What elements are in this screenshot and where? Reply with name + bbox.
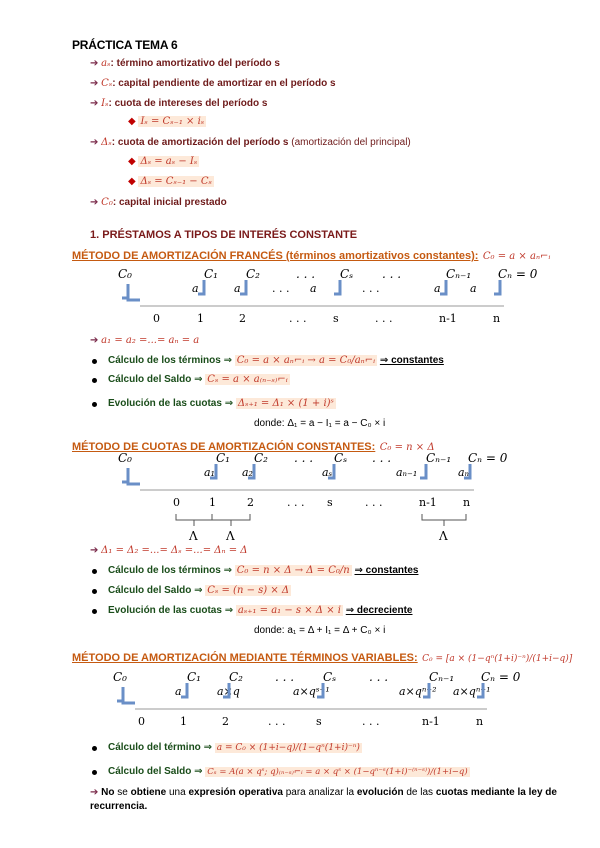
period-label: . . .: [375, 312, 393, 325]
item-label: Cálculo del Saldo ⇒: [108, 374, 203, 385]
note-part: para analizar la: [282, 787, 357, 798]
note-part: expresión operativa: [188, 787, 283, 798]
balance-label: C₀: [113, 670, 127, 684]
method-heading: MÉTODO DE AMORTIZACIÓN MEDIANTE TÉRMINOS VARIABLES:: [72, 652, 418, 664]
variables-heading-row: [72, 648, 572, 666]
initial-capital-arrow-icon: [128, 468, 140, 484]
variables-item-saldo: [90, 766, 470, 777]
period-label: n: [493, 312, 501, 325]
note-part: de las: [403, 787, 436, 798]
bullet-icon: [92, 402, 97, 407]
bullet-icon: [92, 609, 97, 614]
balance-label: Cₙ₋₁: [429, 670, 455, 684]
balance-label: C₁: [216, 451, 230, 465]
bullet-icon: [92, 378, 97, 383]
period-label: 2: [239, 312, 246, 325]
period-label: . . .: [287, 496, 305, 509]
item-suffix: ⇒ constantes: [379, 355, 444, 366]
payment-label: a: [234, 282, 241, 295]
balance-label: C₀: [118, 267, 132, 281]
arrow-icon: ➔: [90, 335, 99, 346]
balance-label: Cₛ: [323, 670, 337, 684]
initial-capital-arrow-icon: [128, 284, 140, 300]
period-label: n-1: [439, 312, 457, 325]
constantes-item-saldo: [90, 585, 291, 596]
period-label: 0: [153, 312, 160, 325]
balance-label: C₂: [229, 670, 243, 684]
def-symbol: C₀: [101, 197, 113, 208]
page-title: PRÁCTICA TEMA 6: [72, 38, 178, 52]
def-extra: (amortización del principal): [291, 137, 411, 148]
period-label: s: [333, 312, 339, 325]
period-label: n-1: [422, 715, 440, 728]
arrow-icon: ➔: [90, 545, 99, 556]
amort-formula-2: [128, 176, 214, 187]
payment-arrow-icon: [198, 280, 204, 294]
note-part: evolución: [356, 787, 404, 798]
def-a: [90, 58, 280, 69]
formula: a₁ = a₂ =...= aₙ = a: [101, 335, 200, 346]
balance-label: Cₛ: [334, 451, 348, 465]
balance-label: . . .: [369, 670, 389, 684]
arrow-icon: ➔: [90, 197, 99, 208]
note-part: una: [166, 787, 189, 798]
constantes-equal-row: [90, 545, 248, 556]
note-part: No: [101, 787, 115, 798]
formula: Δₛ₊₁ = Δ₁ × (1 + i)ˢ: [237, 398, 334, 409]
period-label: s: [316, 715, 322, 728]
interest-formula: [128, 116, 206, 127]
payment-label: aₛ: [322, 466, 333, 479]
period-label: 2: [222, 715, 229, 728]
brace-icon: [422, 514, 466, 520]
bullet-icon: [92, 746, 97, 751]
balance-label: C₀: [118, 451, 132, 465]
payment-label: a×qˢ⁻¹: [293, 685, 330, 698]
payment-label: a×qⁿ⁻²: [399, 685, 437, 698]
balance-label: . . .: [294, 451, 314, 465]
period-label: 2: [247, 496, 254, 509]
def-text: : capital pendiente de amortizar en el período s: [112, 78, 336, 89]
note-part: cuotas mediante la ley de recurrencia.: [90, 787, 557, 812]
constantes-item-cuotas: [90, 605, 412, 616]
balance-label: C₂: [254, 451, 268, 465]
def-symbol: Cₛ: [101, 78, 113, 89]
period-label: n: [476, 715, 484, 728]
item-suffix: ⇒ decreciente: [345, 605, 413, 616]
period-label: . . .: [365, 496, 383, 509]
balance-label: . . .: [275, 670, 295, 684]
amort-formula-1: [128, 156, 199, 167]
frances-equal-row: [90, 335, 199, 346]
def-text: : cuota de amortización del período s: [111, 137, 289, 148]
frances-item-cuotas: [90, 398, 336, 409]
def-delta: [90, 137, 411, 148]
payment-arrow-icon: [181, 683, 187, 697]
balance-label: . . .: [372, 451, 392, 465]
heading-formula: C₀ = [a × (1−qⁿ(1+i)⁻ⁿ)/(1+i−q)]: [422, 654, 573, 664]
arrow-icon: ➔: [90, 98, 99, 109]
period-label: 1: [209, 496, 216, 509]
method-heading: MÉTODO DE AMORTIZACIÓN FRANCÉS (términos amortizativos constantes):: [72, 250, 479, 262]
bullet-icon: [92, 359, 97, 364]
payment-label: a: [470, 282, 477, 295]
item-label: Cálculo del Saldo ⇒: [108, 766, 203, 777]
payment-arrow-icon: [240, 280, 246, 294]
note-part: obtiene: [130, 787, 167, 798]
bullet-icon: [92, 569, 97, 574]
arrow-icon: ➔: [90, 787, 99, 798]
period-label: . . .: [362, 715, 380, 728]
payment-label: a: [175, 685, 182, 698]
balance-label: . . .: [296, 267, 316, 281]
def-text: : cuota de intereses del período s: [108, 98, 268, 109]
variables-timeline-diagram: [95, 665, 565, 737]
variables-item-term: [90, 742, 362, 753]
arrow-icon: ➔: [90, 58, 99, 69]
diamond-bullet-icon: ◆: [128, 116, 136, 127]
def-i: [90, 98, 267, 109]
formula: Δₛ = Cₛ₋₁ − Cₛ: [140, 176, 212, 187]
balance-label: Cₙ = 0: [498, 267, 538, 281]
frances-timeline-diagram: [100, 262, 560, 334]
period-label: . . .: [268, 715, 286, 728]
payment-label: a₁: [204, 466, 215, 479]
arrow-icon: ➔: [90, 78, 99, 89]
payment-label: a: [310, 282, 317, 295]
arrow-icon: ➔: [90, 137, 99, 148]
frances-donde: donde: Δ₁ = a − I₁ = a − C₀ × i: [254, 418, 386, 429]
item-label: Evolución de las cuotas ⇒: [108, 398, 234, 409]
constantes-item-terms: [90, 565, 418, 576]
ellipsis: . . .: [272, 282, 290, 295]
bullet-icon: [92, 770, 97, 775]
period-label: 1: [180, 715, 187, 728]
initial-capital-arrow-icon: [123, 687, 135, 703]
balance-label: Cₛ: [340, 267, 354, 281]
constantes-timeline-diagram: [100, 450, 560, 550]
payment-label: a: [434, 282, 441, 295]
formula: Δₛ = aₛ − Iₛ: [140, 156, 198, 167]
frances-item-terms: [90, 355, 444, 366]
def-symbol: aₛ: [101, 58, 111, 69]
formula: Iₛ = Cₛ₋₁ × iₛ: [140, 116, 205, 127]
formula: C₀ = a × aₙ⌐ᵢ → a = C₀/aₙ⌐ᵢ: [236, 355, 376, 366]
item-label: Cálculo del Saldo ⇒: [108, 585, 203, 596]
payment-label: a×q: [217, 685, 240, 698]
payment-arrow-icon: [494, 280, 500, 294]
payment-label: a₂: [242, 466, 253, 479]
period-label: s: [327, 496, 333, 509]
formula: Δ₁ = Δ₂ =...= Δₛ =...= Δₙ = Δ: [101, 545, 248, 556]
brace-icon: [212, 514, 250, 520]
balance-label: C₁: [204, 267, 218, 281]
bullet-icon: [92, 589, 97, 594]
item-suffix: ⇒ constantes: [354, 565, 419, 576]
balance-label: Cₙ = 0: [468, 451, 508, 465]
def-text: : capital inicial prestado: [112, 197, 227, 208]
ellipsis: . . .: [362, 282, 380, 295]
formula: Cₛ = a × a₍ₙ₋ₛ₎⌐ᵢ: [207, 374, 288, 385]
payment-arrow-icon: [420, 464, 426, 478]
variables-note: [90, 786, 570, 814]
period-label: . . .: [289, 312, 307, 325]
formula: a = C₀ × (1+i−q)/(1−qⁿ(1+i)⁻ⁿ): [216, 743, 360, 753]
period-label: 0: [138, 715, 145, 728]
payment-label: a: [192, 282, 199, 295]
balance-label: Cₙ₋₁: [426, 451, 452, 465]
period-label: n: [463, 496, 471, 509]
item-label: Cálculo de los términos ⇒: [108, 355, 232, 366]
payment-label: aₙ: [458, 466, 470, 479]
delta-label: Λ: [439, 529, 448, 543]
constantes-donde: donde: a₁ = Δ + I₁ = Δ + C₀ × i: [254, 625, 386, 636]
def-c: [90, 78, 336, 89]
formula: C₀ = n × Δ → Δ = C₀/n: [236, 565, 350, 576]
balance-label: C₂: [246, 267, 260, 281]
def-symbol: Δₛ: [101, 137, 112, 148]
method-heading: MÉTODO DE CUOTAS DE AMORTIZACIÓN CONSTANTES:: [72, 441, 376, 453]
formula: Cₛ = (n − s) × Δ: [207, 585, 290, 596]
balance-label: Cₙ₋₁: [446, 267, 472, 281]
formula: aₛ₊₁ = a₁ − s × Δ × i: [237, 605, 341, 616]
period-label: 0: [173, 496, 180, 509]
period-label: n-1: [419, 496, 437, 509]
delta-label: Λ: [189, 529, 198, 543]
frances-item-saldo: [90, 374, 290, 385]
formula: Cₛ = A(a × qˢ; q)₍ₙ₋ₛ₎⌐ᵢ = a × qˢ × (1−qⁿ⁻ˢ(1+i)⁻⁽ⁿ⁻ˢ⁾)/(1+i−q): [207, 767, 468, 777]
def-text: : término amortizativo del período s: [110, 58, 280, 69]
item-label: Evolución de las cuotas ⇒: [108, 605, 234, 616]
section-heading: 1. PRÉSTAMOS A TIPOS DE INTERÉS CONSTANTE: [90, 229, 358, 241]
payment-label: aₙ₋₁: [396, 466, 418, 479]
item-label: Cálculo de los términos ⇒: [108, 565, 232, 576]
payment-label: a×qⁿ⁻¹: [453, 685, 491, 698]
heading-formula: C₀ = n × Δ: [379, 442, 435, 453]
balance-label: Cₙ = 0: [481, 670, 521, 684]
item-label: Cálculo del término ⇒: [108, 742, 212, 753]
brace-icon: [176, 514, 212, 520]
note-part: se: [114, 787, 131, 798]
heading-formula: C₀ = a × aₙ⌐ᵢ: [482, 251, 551, 262]
delta-label: Λ: [226, 529, 235, 543]
period-label: 1: [197, 312, 204, 325]
diamond-bullet-icon: ◆: [128, 156, 136, 167]
payment-arrow-icon: [334, 280, 340, 294]
balance-label: C₁: [187, 670, 201, 684]
def-symbol: Iₛ: [101, 98, 109, 109]
diamond-bullet-icon: ◆: [128, 176, 136, 187]
payment-arrow-icon: [440, 280, 446, 294]
def-c0: [90, 197, 227, 208]
balance-label: . . .: [382, 267, 402, 281]
